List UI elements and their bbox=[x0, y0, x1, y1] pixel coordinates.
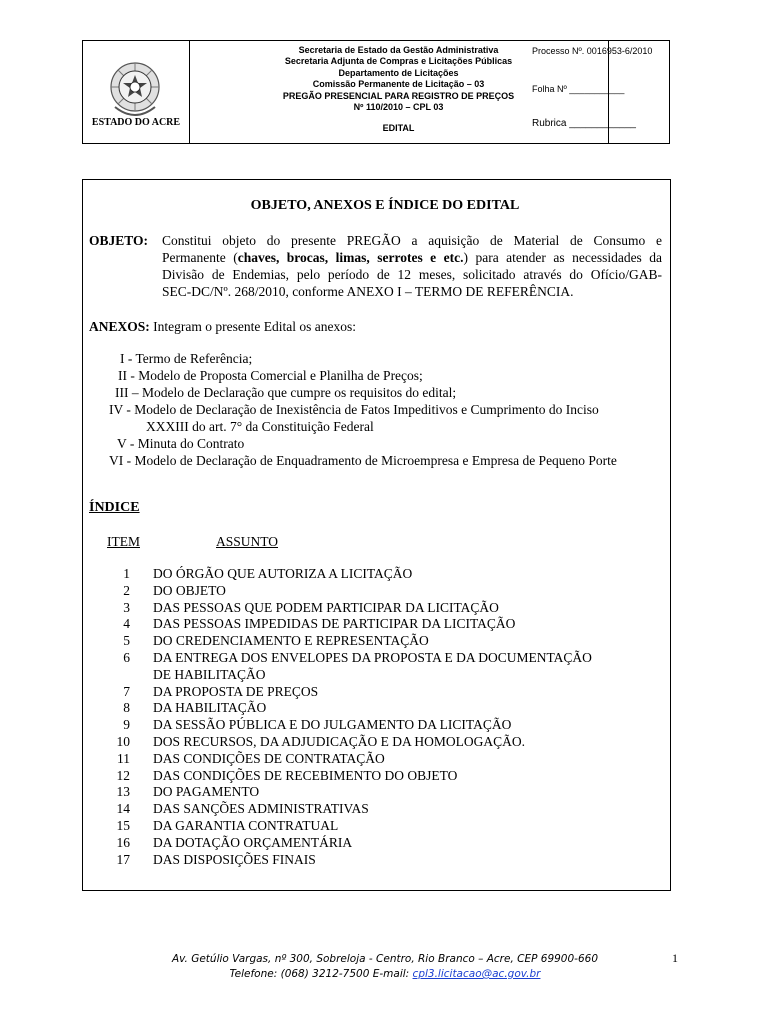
anexo-item: V - Minuta do Contrato bbox=[117, 436, 245, 451]
objeto-label: OBJETO: bbox=[89, 233, 149, 248]
index-row-subject: DE HABILITAÇÃO bbox=[153, 666, 266, 682]
anexo-item: III – Modelo de Declaração que cumpre os requisitos do edital; bbox=[115, 385, 457, 400]
index-row-subject: DA HABILITAÇÃO bbox=[153, 700, 267, 716]
index-row-subject: DA ENTREGA DOS ENVELOPES DA PROPOSTA E DA DOCUMENTAÇÃO bbox=[153, 650, 592, 665]
index-row-number: 7 bbox=[123, 683, 130, 699]
header-line: PREGÃO PRESENCIAL PARA REGISTRO DE PREÇOS bbox=[282, 90, 515, 101]
index-row-subject: DO ÓRGÃO QUE AUTORIZA A LICITAÇÃO bbox=[153, 566, 413, 581]
index-row-subject: DO CREDENCIAMENTO E REPRESENTAÇÃO bbox=[153, 633, 429, 649]
state-coat-of-arms-icon bbox=[109, 61, 161, 123]
header-line: Secretaria Adjunta de Compras e Licitações Públicas bbox=[284, 56, 513, 67]
index-row-subject: DA GARANTIA CONTRATUAL bbox=[153, 818, 339, 833]
index-row-number: 9 bbox=[123, 717, 130, 733]
index-row-subject: DOS RECURSOS, DA ADJUDICAÇÃO E DA HOMOLOGAÇÃO. bbox=[153, 734, 526, 749]
header-line: Departamento de Licitações bbox=[338, 67, 459, 78]
index-row-number: 2 bbox=[123, 582, 130, 598]
rubrica-field: Rubrica ____________ bbox=[532, 118, 636, 129]
index-row-number: 15 bbox=[116, 818, 130, 833]
anexo-item: IV - Modelo de Declaração de Inexistência de Fatos Impeditivos e Cumprimento do Inciso bbox=[109, 402, 599, 417]
footer-email-link[interactable]: cpl3.licitacao@ac.gov.br bbox=[412, 968, 541, 980]
index-row-subject: DAS CONDIÇÕES DE RECEBIMENTO DO OBJETO bbox=[153, 767, 458, 783]
index-row-subject: DO OBJETO bbox=[153, 582, 226, 598]
index-row-subject: DA PROPOSTA DE PREÇOS bbox=[153, 683, 319, 699]
index-row-number: 16 bbox=[116, 834, 130, 850]
index-row-number: 3 bbox=[123, 599, 130, 615]
folha-field: Folha Nº ___________ bbox=[532, 84, 625, 94]
header-line: Nº 110/2010 – CPL 03 bbox=[353, 102, 444, 113]
anexo-item: VI - Modelo de Declaração de Enquadramento de Microempresa e Empresa de Pequeno Porte bbox=[109, 453, 617, 468]
index-row-subject: DAS CONDIÇÕES DE CONTRATAÇÃO bbox=[153, 750, 385, 766]
footer-contact: Telefone: (068) 3212-7500 E-mail: cpl3.licitacao@ac.gov.br bbox=[229, 968, 541, 980]
edital-label: EDITAL bbox=[382, 123, 415, 133]
state-label: ESTADO DO ACRE bbox=[91, 117, 181, 128]
index-row-number: 8 bbox=[123, 700, 130, 716]
index-row-number: 11 bbox=[117, 750, 130, 766]
index-row-subject: DO PAGAMENTO bbox=[153, 784, 260, 800]
index-row-number: 12 bbox=[116, 767, 130, 783]
anexo-item: XXXIII do art. 7° da Constituição Federal bbox=[146, 419, 374, 434]
objeto-line: SEC-DC/Nº. 268/2010, conforme ANEXO I – TERMO DE REFERÊNCIA. bbox=[162, 284, 574, 299]
index-row-subject: DA DOTAÇÃO ORÇAMENTÁRIA bbox=[153, 834, 353, 850]
index-row-number: 14 bbox=[116, 801, 130, 817]
header-logo-cell bbox=[83, 41, 190, 143]
indice-col-item: ITEM bbox=[107, 534, 140, 549]
index-row-subject: DAS DISPOSIÇÕES FINAIS bbox=[153, 851, 316, 867]
index-row-number: 6 bbox=[123, 650, 130, 665]
objeto-line: Permanente (chaves, brocas, limas, serrotes e etc.) para atender as necessidades da bbox=[162, 250, 663, 265]
header-line: Secretaria de Estado da Gestão Administrativa bbox=[298, 45, 499, 55]
anexo-item: II - Modelo de Proposta Comercial e Planilha de Preços; bbox=[118, 368, 423, 383]
objeto-line: Divisão de Endemias, pelo período de 12 meses, solicitado através do Ofício/GAB- bbox=[162, 267, 662, 282]
page-number: 1 bbox=[672, 951, 678, 965]
index-row-number: 5 bbox=[123, 633, 130, 649]
anexos-intro: ANEXOS: Integram o presente Edital os anexos: bbox=[89, 319, 356, 334]
index-row-subject: DAS PESSOAS IMPEDIDAS DE PARTICIPAR DA LICITAÇÃO bbox=[153, 616, 516, 632]
header-line: Comissão Permanente de Licitação – 03 bbox=[312, 79, 485, 90]
index-row-number: 4 bbox=[123, 616, 130, 632]
index-row-number: 1 bbox=[123, 566, 130, 581]
page-title: OBJETO, ANEXOS E ÍNDICE DO EDITAL bbox=[250, 198, 520, 213]
anexo-item: I - Termo de Referência; bbox=[120, 351, 253, 366]
footer-address: Av. Getúlio Vargas, nº 300, Sobreloja - Centro, Rio Branco – Acre, CEP 69900-660 bbox=[172, 953, 598, 965]
process-number: Processo Nº. 0016953-6/2010 bbox=[532, 46, 653, 56]
index-row-subject: DAS SANÇÕES ADMINISTRATIVAS bbox=[153, 801, 369, 817]
indice-title: ÍNDICE bbox=[89, 500, 140, 515]
indice-col-assunto: ASSUNTO bbox=[216, 534, 279, 549]
index-row-number: 10 bbox=[116, 734, 130, 749]
objeto-line: Constitui objeto do presente PREGÃO a aquisição de Material de Consumo e bbox=[162, 233, 662, 248]
index-row-subject: DAS PESSOAS QUE PODEM PARTICIPAR DA LICITAÇÃO bbox=[153, 599, 499, 615]
index-row-number: 13 bbox=[116, 784, 130, 800]
page-footer bbox=[0, 952, 770, 982]
index-row-subject: DA SESSÃO PÚBLICA E DO JULGAMENTO DA LICITAÇÃO bbox=[153, 717, 512, 733]
index-row-number: 17 bbox=[116, 851, 130, 867]
